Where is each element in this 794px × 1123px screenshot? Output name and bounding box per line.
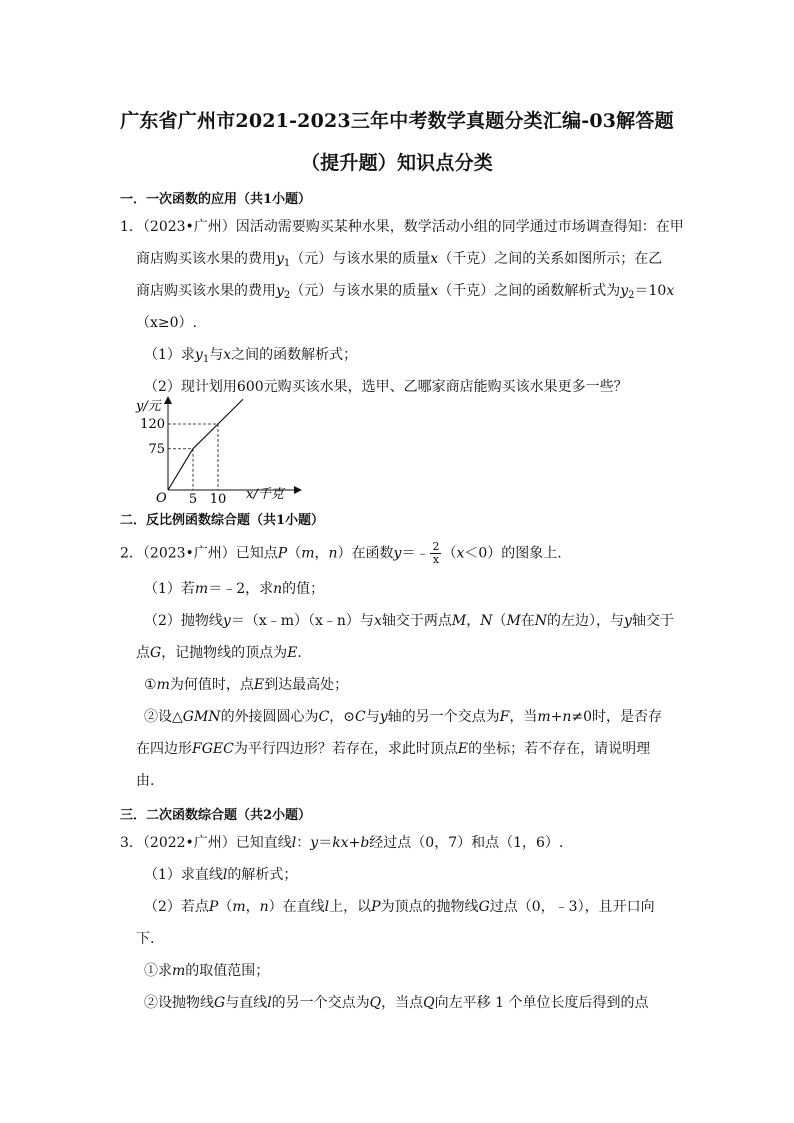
q1-line4: （x≥0）. xyxy=(136,315,197,331)
fraction-2-over-x: $\frac{2}{x}$ xyxy=(432,540,440,566)
x-tick-10: 10 xyxy=(209,492,227,506)
q2-line8: 由. xyxy=(136,773,155,789)
q2-line1: 2．（2023•广州）已知点P（m，n）在函数y＝﹣ $\frac{2}{x}$ （x＜0）的图象上. xyxy=(120,540,562,566)
q1-part1: （1）求$y_1$与x之间的函数解析式； xyxy=(144,347,358,365)
q2-line3: 点G，记抛物线的顶点为E. xyxy=(136,645,302,661)
y-tick-120: 120 xyxy=(140,417,165,432)
x-axis-label: x/千克 xyxy=(246,487,284,502)
q3-sub1: ①求m的取值范围； xyxy=(144,963,270,979)
q3-line1: 3．（2022•广州）已知直线l：y＝kx+b经过点（0，7）和点（1，6）. xyxy=(120,835,564,851)
q2-part2: （2）抛物线y＝（x﹣m）（x﹣n）与x轴交于两点M，N（M在N的左边），与y轴交于 xyxy=(144,613,674,629)
origin-label: O xyxy=(156,491,167,506)
q1-line3: 商店购买该水果的费用$y_2$（元）与该水果的质量x（千克）之间的函数解析式为$y_2=10x$ xyxy=(136,283,675,301)
q1-part2: （2）现计划用600元购买该水果，选甲、乙哪家商店能购买该水果更多一些？ xyxy=(144,379,628,395)
q2-sub2: ②设△GMN的外接圆圆心为C，⊙C与y轴的另一个交点为F，当m+n≠0时，是否存 xyxy=(144,709,663,725)
section-heading-3: 三．二次函数综合题（共2小题） xyxy=(120,808,312,823)
q3-line4: 下. xyxy=(136,931,155,947)
price-line-y1 xyxy=(168,399,243,490)
section-heading-2: 二．反比例函数综合题（共1小题） xyxy=(120,513,325,528)
q2-line7: 在四边形FGEC为平行四边形？若存在，求此时顶点E的坐标；若不存在，请说明理 xyxy=(136,741,651,757)
y-axis-label: y/元 xyxy=(136,399,161,414)
page-subtitle: （提升题）知识点分类 xyxy=(300,152,493,174)
x-tick-5: 5 xyxy=(188,492,198,506)
q1-line1: 1．（2023•广州）因活动需要购买某种水果，数学活动小组的同学通过市场调查得知：在甲 xyxy=(120,219,684,235)
page-title: 广东省广州市2021-2023三年中考数学真题分类汇编-03解答题 xyxy=(120,110,674,132)
q2-part1: （1）若m＝﹣2，求n的值； xyxy=(144,581,325,597)
q1-line2: 商店购买该水果的费用$y_1$（元）与该水果的质量x（千克）之间的关系如图所示；在乙 xyxy=(136,251,663,269)
q3-part2: （2）若点P（m，n）在直线l上，以P为顶点的抛物线G过点（0，﹣3），且开口向 xyxy=(144,899,655,915)
q1-figure xyxy=(128,394,308,506)
q3-sub2: ②设抛物线G与直线l的另一个交点为Q，当点Q向左平移 1 个单位长度后得到的点 xyxy=(144,995,649,1011)
y-tick-75: 75 xyxy=(148,441,165,457)
section-heading-1: 一．一次函数的应用（共1小题） xyxy=(120,192,312,207)
dashed-guides xyxy=(168,424,218,490)
q3-part1: （1）求直线l的解析式； xyxy=(144,867,298,883)
q2-sub1: ①m为何值时，点E到达最高处； xyxy=(144,677,349,693)
